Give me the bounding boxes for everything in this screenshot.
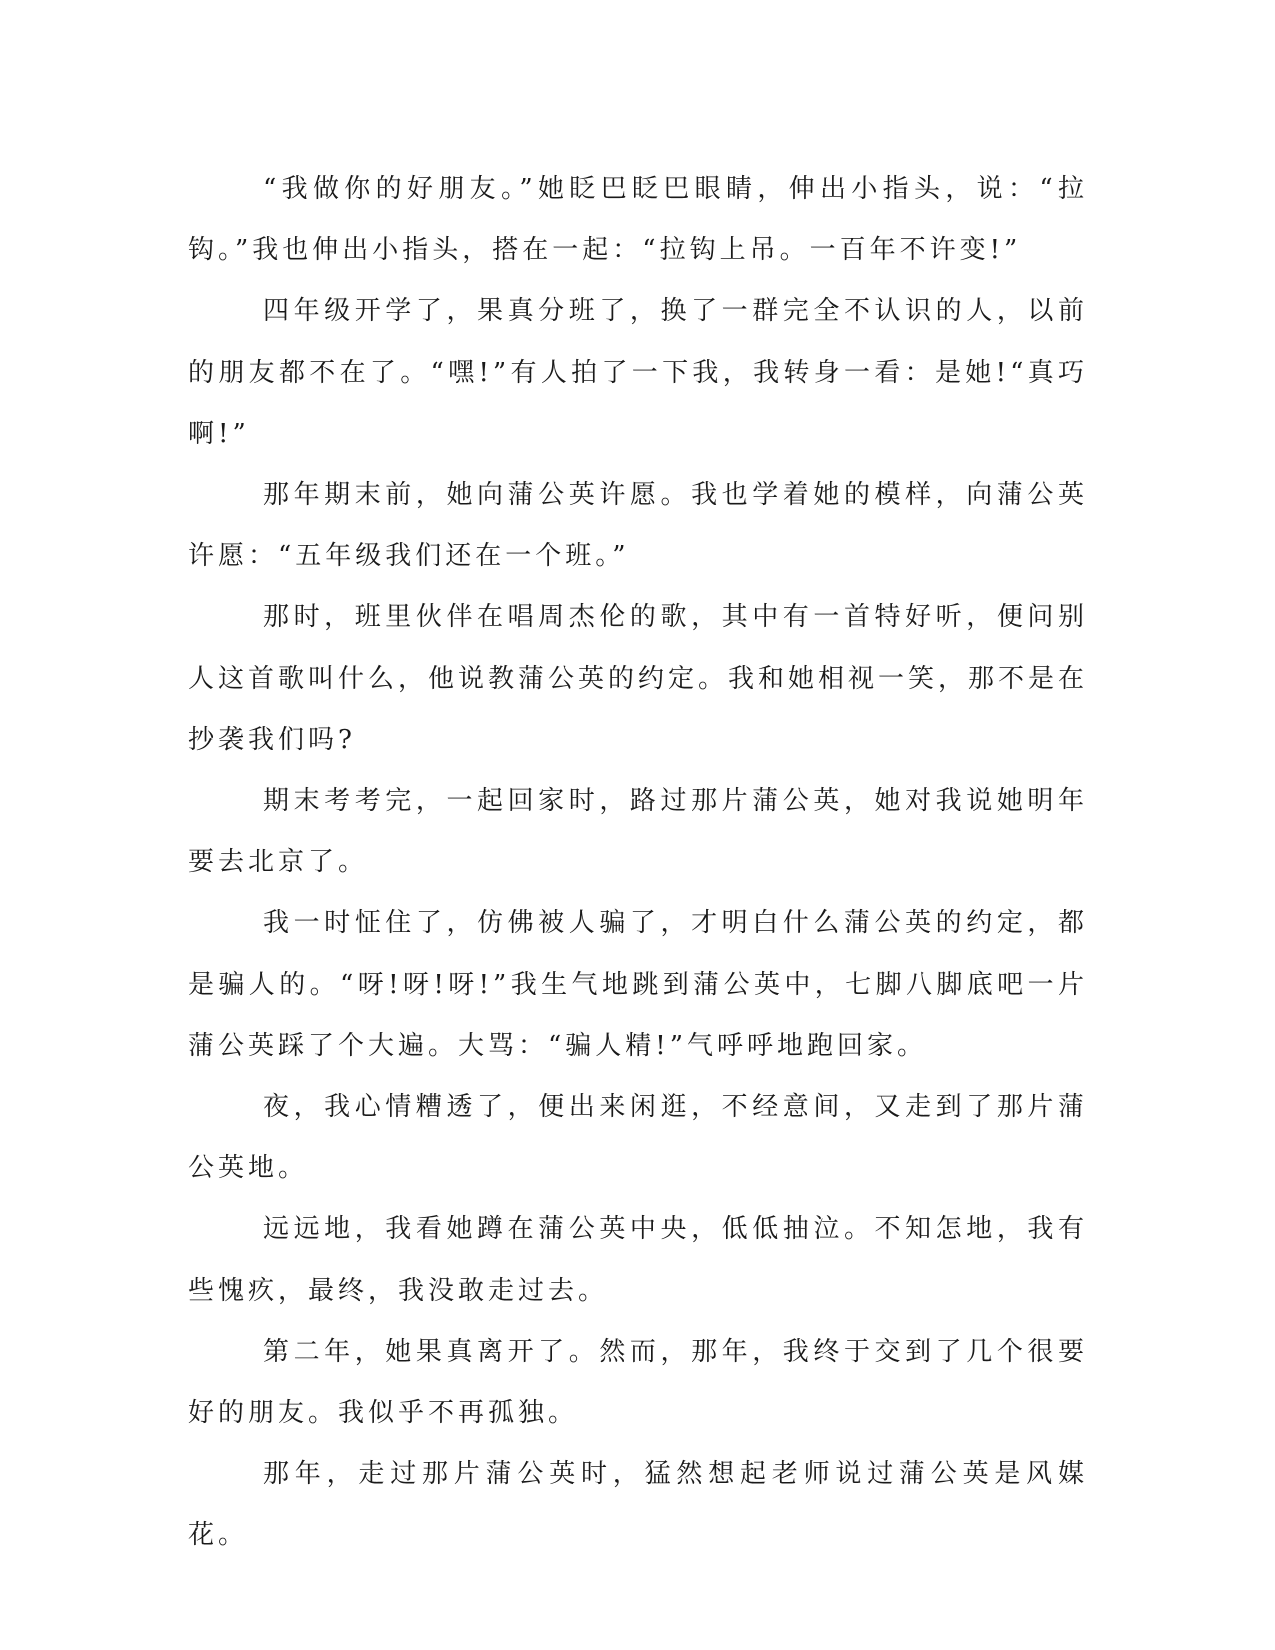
paragraph-6: 我一时怔住了，仿佛被人骗了，才明白什么蒲公英的约定，都是骗人的。“呀!呀!呀!”我生气地跳到蒲公英中，七脚八脚底吧一片蒲公英踩了个大遍。大骂：“骗人精!”气呼呼地跑回家。 bbox=[188, 908, 1088, 1061]
paragraph-2: 四年级开学了，果真分班了，换了一群完全不认识的人，以前的朋友都不在了。“嘿!”有人拍了一下我，我转身一看：是她!“真巧啊!” bbox=[188, 296, 1088, 449]
document-body bbox=[188, 159, 1088, 1567]
paragraph-4: 那时，班里伙伴在唱周杰伦的歌，其中有一首特好听，便问别人这首歌叫什么，他说教蒲公英的约定。我和她相视一笑，那不是在抄袭我们吗? bbox=[188, 602, 1089, 755]
paragraph-10: 那年，走过那片蒲公英时，猛然想起老师说过蒲公英是风媒花。 bbox=[188, 1459, 1088, 1551]
paragraph-5: 期末考考完，一起回家时，路过那片蒲公英，她对我说她明年要去北京了。 bbox=[188, 786, 1088, 878]
paragraph-1: “我做你的好朋友。”她眨巴眨巴眼睛，伸出小指头，说：“拉钩。”我也伸出小指头，搭在一起：“拉钩上吊。一百年不许变!” bbox=[188, 174, 1088, 266]
paragraph-3: 那年期末前，她向蒲公英许愿。我也学着她的模样，向蒲公英许愿：“五年级我们还在一个班。” bbox=[188, 480, 1088, 572]
paragraph-7: 夜，我心情糟透了，便出来闲逛，不经意间，又走到了那片蒲公英地。 bbox=[188, 1092, 1088, 1184]
paragraph-9: 第二年，她果真离开了。然而，那年，我终于交到了几个很要好的朋友。我似乎不再孤独。 bbox=[188, 1336, 1088, 1429]
paragraph-8: 远远地，我看她蹲在蒲公英中央，低低抽泣。不知怎地，我有些愧疚，最终，我没敢走过去。 bbox=[188, 1214, 1088, 1306]
